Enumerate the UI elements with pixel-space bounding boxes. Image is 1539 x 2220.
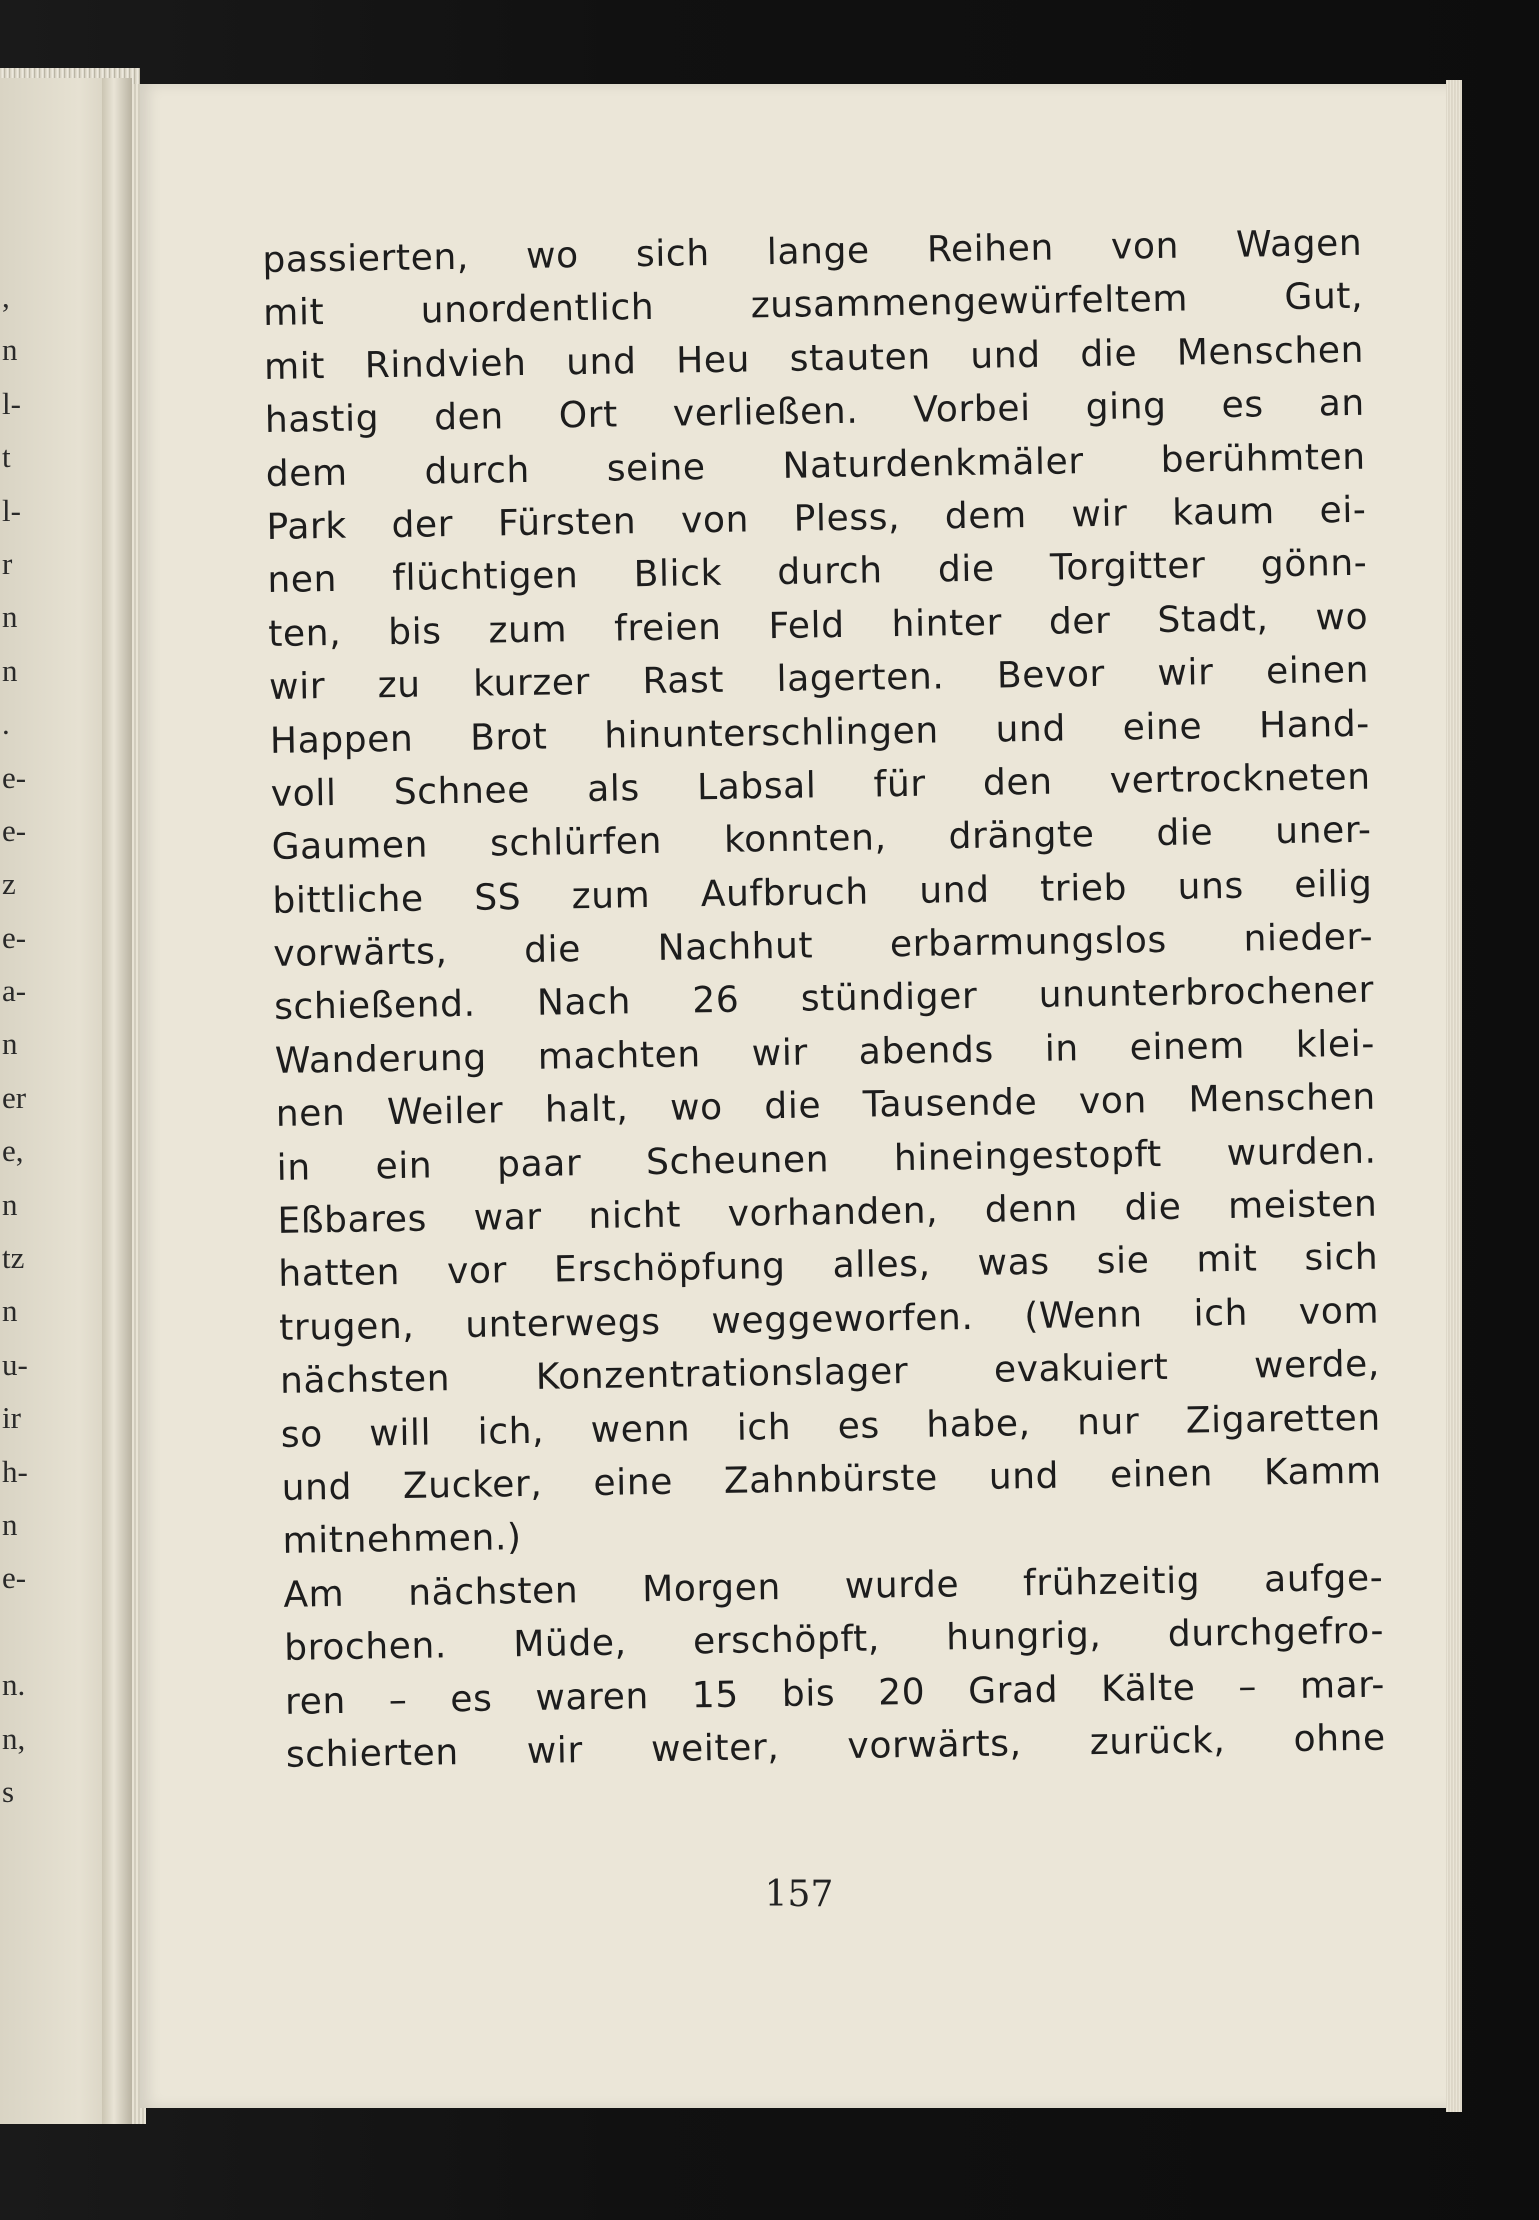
text-line: brochen. Müde, erschöpft, hungrig, durchgefro-	[283, 1610, 1385, 1669]
fragment: n	[2, 1293, 18, 1329]
text-line: voll Schnee als Labsal für den vertrockneten	[270, 756, 1371, 815]
text-line: schierten wir weiter, vorwärts, zurück, ohne	[285, 1717, 1387, 1776]
fragment: e-	[2, 1560, 27, 1596]
fragment: ,	[2, 279, 10, 314]
fragment: e-	[2, 919, 27, 955]
text-line: nen flüchtigen Blick durch die Torgitter gönn-	[267, 543, 1368, 602]
text-line: Wanderung machten wir abends in einem klei-	[274, 1023, 1376, 1082]
book-gutter	[102, 78, 132, 2124]
fragment: n.	[2, 1667, 26, 1703]
body-text	[262, 217, 1386, 1782]
text-line: trugen, unterwegs weggeworfen. (Wenn ich vom	[278, 1290, 1380, 1349]
fragment: l-	[2, 385, 21, 421]
text-line: Park der Fürsten von Pless, dem wir kaum ei-	[266, 489, 1367, 548]
fragment: n	[2, 332, 18, 368]
text-line: mitnehmen.)	[282, 1517, 522, 1563]
text-line: in ein paar Scheunen hineingestopft wurden.	[276, 1130, 1377, 1189]
text-line: Am nächsten Morgen wurde frühzeitig aufge-	[283, 1557, 1384, 1616]
text-line: Gaumen schlürfen konnten, drängte die uner-	[271, 809, 1372, 869]
fragment: tz	[2, 1240, 25, 1276]
fragment: a-	[2, 973, 27, 1009]
book-page	[140, 84, 1458, 2108]
text-line: nen Weiler halt, wo die Tausende von Menschen	[275, 1076, 1377, 1136]
text-line: nächsten Konzentrationslager evakuiert werde,	[279, 1343, 1381, 1403]
fragment: z	[2, 866, 16, 902]
fragment: u-	[2, 1346, 28, 1382]
fragment: e-	[2, 812, 27, 848]
page-stack-right	[1446, 80, 1462, 2112]
text-line: mit unordentlich zusammengewürfeltem Gut,	[262, 276, 1364, 335]
previous-page-edge	[0, 78, 132, 2124]
fragment	[2, 1605, 28, 1658]
fragment: h-	[2, 1453, 28, 1489]
text-line: dem durch seine Naturdenkmäler berühmten	[265, 436, 1366, 495]
text-line: wir zu kurzer Rast lagerten. Bevor wir einen	[268, 649, 1370, 709]
fragment: e,	[2, 1133, 24, 1169]
fragment: t	[2, 439, 11, 475]
fragment: er	[2, 1079, 27, 1115]
fragment: n	[2, 1506, 18, 1542]
fragment: r	[2, 545, 13, 581]
fragment: ir	[2, 1400, 21, 1436]
text-line: hatten vor Erschöpfung alles, was sie mit sich	[278, 1237, 1379, 1296]
text-line: Happen Brot hinunterschlingen und eine Hand-	[269, 703, 1371, 762]
fragment: n	[2, 599, 18, 635]
fragment: e-	[2, 759, 27, 795]
fragment: s	[2, 1773, 15, 1809]
page-number: 157	[764, 1874, 834, 1915]
text-line: und Zucker, eine Zahnbürste und einen Kamm	[281, 1450, 1382, 1509]
text-line: mit Rindvieh und Heu stauten und die Menschen	[263, 329, 1365, 388]
text-line: bittliche SS zum Aufbruch und trieb uns eilig	[272, 863, 1373, 922]
fragment: n	[2, 1026, 18, 1062]
text-line: Eßbares war nicht vorhanden, denn die meisten	[277, 1183, 1378, 1242]
text-line: vorwärts, die Nachhut erbarmungslos nieder-	[272, 916, 1374, 975]
fragment: n,	[2, 1720, 26, 1756]
text-line: so will ich, wenn ich es habe, nur Zigaretten	[280, 1397, 1382, 1456]
fragment: l-	[2, 492, 21, 528]
previous-page-fragments	[2, 270, 28, 1818]
text-line: schießend. Nach 26 stündiger ununterbrochener	[273, 970, 1375, 1029]
text-line: passierten, wo sich lange Reihen von Wagen	[262, 222, 1363, 281]
fragment: n	[2, 652, 18, 688]
text-line: ren – es waren 15 bis 20 Grad Kälte – mar-	[284, 1664, 1386, 1723]
text-line: ten, bis zum freien Feld hinter der Stadt, wo	[267, 596, 1369, 655]
fragment: n	[2, 1186, 18, 1222]
fragment: .	[2, 706, 10, 742]
text-line: hastig den Ort verließen. Vorbei ging es an	[264, 382, 1366, 442]
